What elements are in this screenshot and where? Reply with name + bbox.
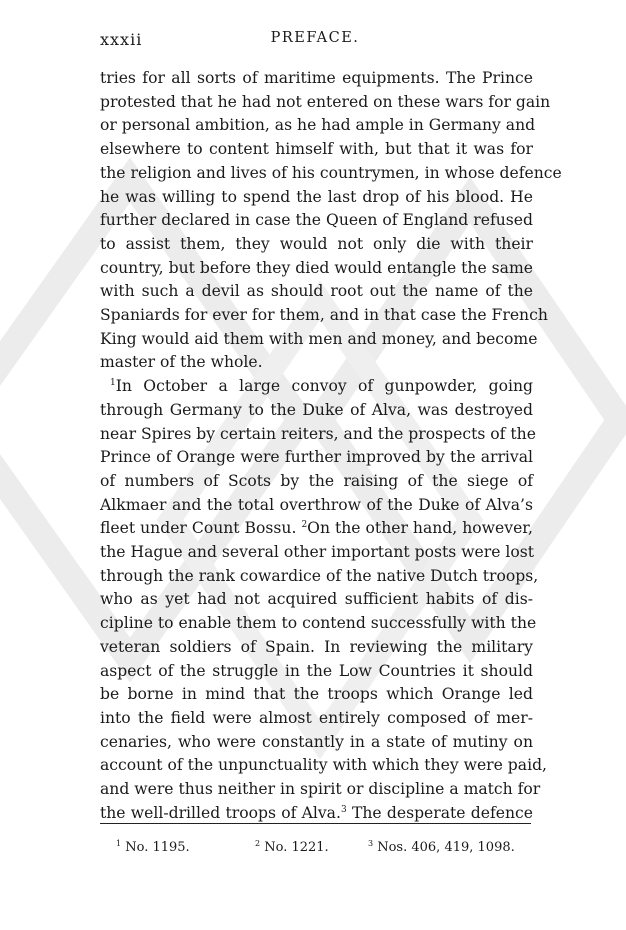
text-line: elsewhere to content himself with, but that it was for: [100, 140, 533, 159]
footnote-mark: 1: [116, 839, 122, 848]
text-line: account of the unpunctuality with which they were paid,: [100, 756, 548, 775]
footnote-ref: 3: [340, 804, 347, 815]
text-line: into the field were almost entirely composed of mer-: [100, 708, 533, 727]
text-line: with such a devil as should root out the name of the: [100, 282, 533, 301]
paragraph-1: [100, 67, 562, 375]
footnote-ref: 2: [301, 520, 308, 531]
text-line: further declared in case the Queen of England refused: [100, 211, 533, 230]
text-line: Alkmaer and the total overthrow of the Duke of Alva’s: [100, 495, 533, 514]
text-line: country, but before they died would entangle the same: [100, 258, 533, 277]
footnote-2: [255, 840, 329, 855]
running-title: PREFACE.: [270, 30, 360, 46]
text-line-content: The desperate defence: [351, 803, 533, 822]
text-line: [100, 802, 533, 826]
text-line-content: the well-drilled troops of Alva.: [100, 803, 341, 822]
text-line: of numbers of Scots by the raising of the siege of: [100, 471, 533, 490]
text-line: through Germany to the Duke of Alva, was destroyed: [100, 400, 533, 419]
paragraph-2: [100, 375, 548, 825]
footnote-text: No. 1195.: [125, 840, 190, 855]
footnote-1: [116, 840, 190, 855]
text-line: the Hague and several other important posts were lost: [100, 543, 535, 562]
footnote-text: Nos. 406, 419, 1098.: [377, 840, 515, 855]
footnote-rule: [100, 823, 531, 824]
text-line: to assist them, they would not only die with their: [100, 234, 533, 253]
text-line: protested that he had not entered on these wars for gain: [100, 92, 551, 111]
text-line: he was willing to spend the last drop of his blood. He: [100, 187, 533, 206]
text-line-content: In October a large convoy of gunpowder, going: [115, 377, 533, 396]
text-line: tries for all sorts of maritime equipments. The Prince: [100, 69, 533, 87]
text-line-content: fleet under Count Bossu.: [100, 519, 297, 538]
page-header: [100, 30, 530, 52]
footnote-mark: 3: [368, 839, 374, 848]
text-line: and were thus neither in spirit or discipline a match for: [100, 780, 541, 799]
footnote-ref: 1: [110, 378, 116, 389]
text-line: the religion and lives of his countrymen, in whose defence: [100, 163, 562, 182]
text-line: aspect of the struggle in the Low Countries it should: [100, 661, 533, 680]
text-line: who as yet had not acquired sufficient habits of dis-: [100, 590, 533, 609]
body-text: [100, 67, 562, 826]
text-line: Prince of Orange were further improved by the arrival: [100, 448, 533, 467]
text-line: veteran soldiers of Spain. In reviewing the military: [100, 637, 533, 656]
text-line: master of the whole.: [100, 353, 263, 372]
text-line: near Spires by certain reiters, and the prospects of the: [100, 424, 536, 443]
footnote-3: [368, 840, 515, 855]
page-number: xxxii: [100, 30, 143, 49]
footnote-mark: 2: [255, 839, 261, 848]
text-line: King would aid them with men and money, and become: [100, 329, 538, 348]
footnote-text: No. 1221.: [264, 840, 329, 855]
text-line: cenaries, who were constantly in a state of mutiny on: [100, 732, 533, 751]
text-line: Spaniards for ever for them, and in that case the French: [100, 306, 548, 325]
text-line: cipline to enable them to contend successfully with the: [100, 614, 537, 633]
text-line: through the rank cowardice of the native Dutch troops,: [100, 566, 539, 585]
text-line: or personal ambition, as he had ample in Germany and: [100, 116, 536, 135]
text-line: be borne in mind that the troops which Orange led: [100, 685, 533, 704]
text-line: [100, 517, 533, 541]
text-line: [100, 375, 533, 399]
text-line-content: On the other hand, however,: [307, 519, 533, 538]
